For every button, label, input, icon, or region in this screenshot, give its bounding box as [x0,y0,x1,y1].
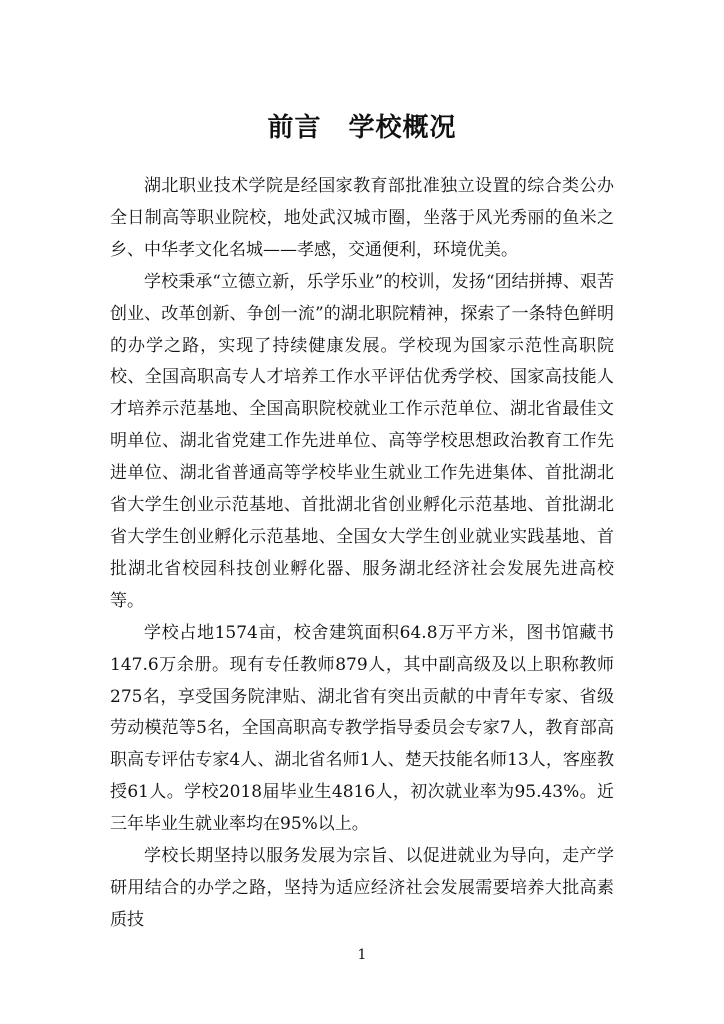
paragraph-mission: 学校长期坚持以服务发展为宗旨、以促进就业为导向，走产学研用结合的办学之路，坚持为适应经济社会发展需要培养大批高素质技 [110,846,614,930]
body-text [110,171,614,937]
paragraph-intro: 湖北职业技术学院是经国家教育部批准独立设置的综合类公办全日制高等职业院校，地处武汉城市圈，坐落于风光秀丽的鱼米之乡、中华孝文化名城——孝感，交通便利，环境优美。 [110,176,614,260]
page-number: 1 [357,947,367,963]
paragraph-honors: 学校秉承“立德立新，乐学乐业”的校训，发扬“团结拼搏、艰苦创业、改革创新、争创一流”的湖北职院精神，探索了一条特色鲜明的办学之路，实现了持续健康发展。学校现为国家示范性高职院校、全国高职高专人才培养工作水平评估优秀学校、国家高技能人才培养示范基地、全国高职院校就业工作示范单位、湖北省最佳文明单位、湖北省党建工作先进单位、高等学校思想政治教育工作先进单位、湖北省普通高等学校毕业生就业工作先进集体、首批湖北省大学生创业示范基地、首批湖北省创业孵化示范基地、首批湖北省大学生创业孵化示范基地、全国女大学生创业就业实践基地、首批湖北省校园科技创业孵化器、服务湖北经济社会发展先进高校等。 [110,271,614,611]
page-title: 前言 学校概况 [267,113,457,143]
paragraph-facts: 学校占地1574亩，校舍建筑面积64.8万平方米，图书馆藏书147.6万余册。现有专任教师879人，其中副高级及以上职称教师275名，享受国务院津贴、湖北省有突出贡献的中青年专家、省级劳动模范等5名，全国高职高专教学指导委员会专家7人，教育部高职高专评估专家4人、湖北省名师1人、楚天技能名师13人，客座教授61人。学校2018届毕业生4816人，初次就业率为95.43%。近三年毕业生就业率均在95%以上。 [110,622,614,835]
